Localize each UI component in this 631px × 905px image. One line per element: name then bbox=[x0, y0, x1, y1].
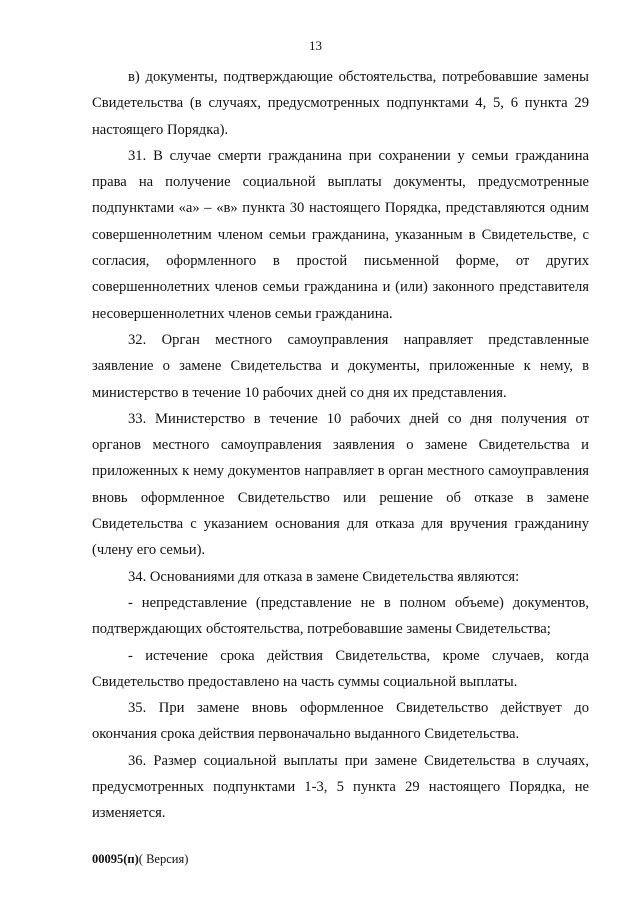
footer-version: ( Версия) bbox=[138, 852, 189, 866]
paragraph-34: 34. Основаниями для отказа в замене Свидетельства являются: bbox=[128, 568, 520, 585]
paragraph-36: 36. Размер социальной выплаты при замене Свидетельства в случаях, предусмотренных подпунктами 1-3, 5 пункта 29 настоящего Порядка, не изменяется. bbox=[92, 752, 589, 822]
paragraph-35: 35. При замене вновь оформленное Свидетельство действует до окончания срока действия первоначально выданного Свидетельства. bbox=[92, 700, 589, 743]
paragraph-30v: в) документы, подтверждающие обстоятельства, потребовавшие замены Свидетельства (в случаях, предусмотренных подпунктами 4, 5, 6 пункта 29 настоящего Порядка). bbox=[92, 69, 589, 138]
paragraph-33: 33. Министерство в течение 10 рабочих дней со дня получения от органов местного самоуправления заявления о замене Свидетельства и приложенных к нему документов направляет в орган местного самоуправления вновь оформленное Свидетельство или решение об отказе в замене Свидетельства с указанием основания для отказа для вручения гражданину (члену его семьи). bbox=[92, 410, 589, 559]
paragraph-34-item-2: - истечение срока действия Свидетельства, кроме случаев, когда Свидетельство предоставлено на часть суммы социальной выплаты. bbox=[92, 647, 589, 690]
page-number: 13 bbox=[309, 38, 322, 53]
paragraph-34-item-1: - непредставление (представление не в полном объеме) документов, подтверждающих обстоятельства, потребовавшие замены Свидетельства; bbox=[92, 594, 589, 638]
paragraph-32: 32. Орган местного самоуправления направляет представленные заявление о замене Свидетельства и документы, приложенные к нему, в министерство в течение 10 рабочих дней со дня их представления. bbox=[92, 331, 589, 401]
document-body bbox=[92, 64, 589, 827]
footer-document-code: 00095(п) bbox=[92, 852, 139, 866]
footer bbox=[92, 852, 188, 867]
paragraph-31: 31. В случае смерти гражданина при сохранении у семьи гражданина права на получение социальной выплаты документы, предусмотренные подпунктами «а» – «в» пункта 30 настоящего Порядка, представляются одним совершеннолетним членом семьи гражданина, указанным в Свидетельстве, с согласия, оформленного в простой письменной форме, от других совершеннолетних членов семьи гражданина и (или) законного представителя несовершеннолетних членов семьи гражданина. bbox=[92, 147, 589, 322]
